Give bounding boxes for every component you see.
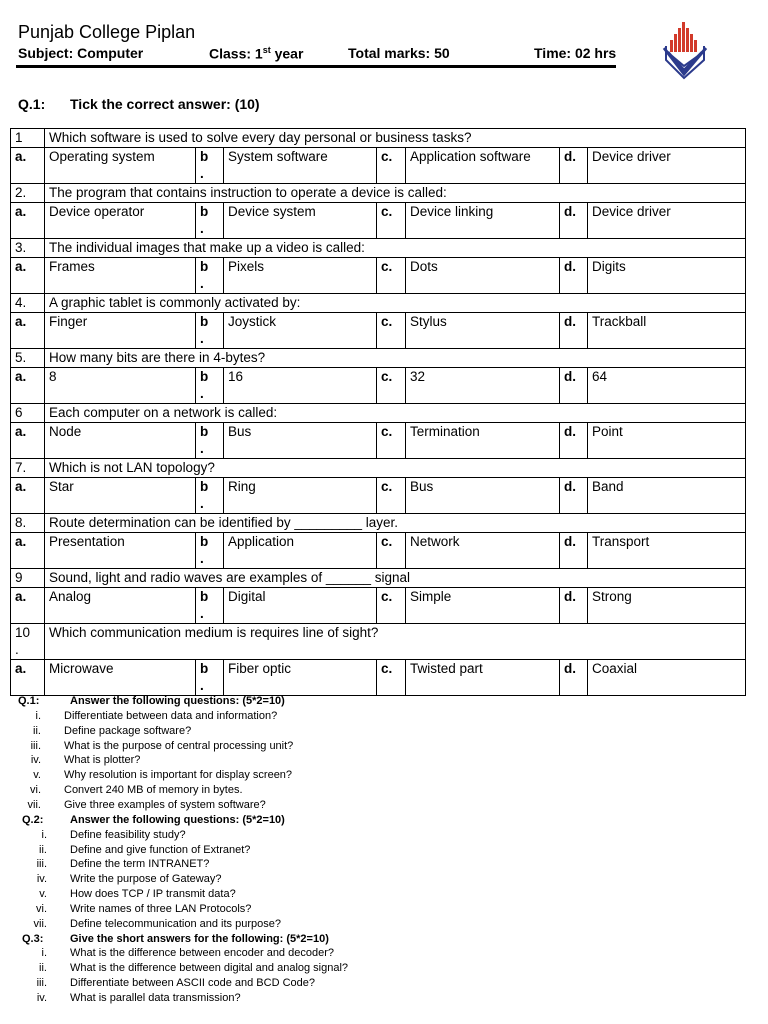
header-divider [16,65,616,68]
option-c-text[interactable]: Application software [406,148,560,184]
mcq-question-row [11,624,746,660]
option-d-text[interactable]: Strong [588,588,746,624]
item-text: What is the difference between digital and analog signal? [70,962,349,975]
option-c-text[interactable]: Simple [406,588,560,624]
total-marks-label: Total marks: 50 [348,45,450,61]
option-c-label: c. [377,423,406,459]
section-title: Answer the following questions: (5*2=10) [70,695,285,707]
option-d-label: d. [560,368,588,404]
item-text: What is the difference between encoder and decoder? [70,947,334,960]
option-d-label: d. [560,203,588,239]
question-number: 2. [11,184,45,203]
option-a-label: a. [11,203,45,239]
mcq-question-row [11,404,746,423]
mcq-instruction: Tick the correct answer: (10) [70,96,260,112]
mcq-question-row [11,349,746,368]
item-text: Define telecommunication and its purpose? [70,917,281,930]
option-c-label: c. [377,203,406,239]
mcq-question-row [11,569,746,588]
mcq-question-row [11,459,746,478]
question-text: Which communication medium is requires line of sight? [45,624,746,660]
option-a-text[interactable]: Analog [45,588,196,624]
option-d-text[interactable]: Digits [588,258,746,294]
option-a-text[interactable]: Presentation [45,533,196,569]
option-a-label: a. [11,258,45,294]
option-b-text[interactable]: Ring [224,478,377,514]
mcq-options-row [11,313,746,349]
question-text: Each computer on a network is called: [45,404,746,423]
question-text: Which software is used to solve every day personal or business tasks? [45,129,746,148]
item-numeral: vi. [36,902,47,915]
time-label: Time: 02 hrs [534,45,617,61]
option-b-label: b . [196,258,224,294]
section-question-number: Q.1: [18,695,40,707]
question-text: The individual images that make up a video is called: [45,239,746,258]
option-b-text[interactable]: System software [224,148,377,184]
question-text: How many bits are there in 4-bytes? [45,349,746,368]
option-a-label: a. [11,148,45,184]
item-numeral: vi. [30,784,41,797]
option-a-text[interactable]: Frames [45,258,196,294]
option-c-text[interactable]: Stylus [406,313,560,349]
option-b-text[interactable]: Fiber optic [224,660,377,696]
option-d-label: d. [560,533,588,569]
option-b-label: b . [196,148,224,184]
option-a-label: a. [11,478,45,514]
option-a-text[interactable]: Device operator [45,203,196,239]
question-text: The program that contains instruction to operate a device is called: [45,184,746,203]
school-name: Punjab College Piplan [18,22,196,42]
option-a-text[interactable]: Finger [45,313,196,349]
option-a-text[interactable]: Operating system [45,148,196,184]
option-d-label: d. [560,423,588,459]
question-number: 3. [11,239,45,258]
item-text: Write names of three LAN Protocols? [70,902,252,915]
option-c-label: c. [377,533,406,569]
class-label: Class: 1st year [209,45,304,62]
item-numeral: iii. [30,739,41,752]
question-text: A graphic tablet is commonly activated by: [45,294,746,313]
option-b-label: b . [196,660,224,696]
option-b-text[interactable]: Digital [224,588,377,624]
mcq-table [10,128,746,696]
option-b-label: b . [196,203,224,239]
option-c-label: c. [377,148,406,184]
option-a-label: a. [11,423,45,459]
item-text: Define the term INTRANET? [70,858,210,871]
question-number: 6 [11,404,45,423]
item-text: How does TCP / IP transmit data? [70,888,236,901]
option-d-label: d. [560,148,588,184]
item-numeral: ii. [33,724,41,737]
item-numeral: v. [33,769,41,782]
option-c-label: c. [377,368,406,404]
question-text: Which is not LAN topology? [45,459,746,478]
section-title: Give the short answers for the following: (5*2=10) [70,932,329,945]
item-text: Give three examples of system software? [64,798,266,811]
option-d-label: d. [560,588,588,624]
item-numeral: vii. [33,917,47,930]
option-b-text[interactable]: Device system [224,203,377,239]
option-a-label: a. [11,588,45,624]
option-d-label: d. [560,258,588,294]
item-numeral: i. [35,709,41,722]
item-text: Define feasibility study? [70,828,186,841]
item-numeral: i. [41,947,47,960]
option-a-label: a. [11,368,45,404]
college-logo-icon [660,20,710,80]
section-question-number: Q.2: [22,813,44,826]
item-text: Differentiate between ASCII code and BCD Code? [70,977,316,990]
mcq-options-row [11,478,746,514]
option-b-text[interactable]: Bus [224,423,377,459]
option-d-text[interactable]: Trackball [588,313,746,349]
question-number: 1 [11,129,45,148]
option-c-label: c. [377,258,406,294]
item-text: Define package software? [64,724,192,737]
section-question-number: Q.3: [22,932,44,945]
option-d-text[interactable]: Point [588,423,746,459]
option-c-text[interactable]: Dots [406,258,560,294]
option-a-text[interactable]: Node [45,423,196,459]
mcq-question-number: Q.1: [18,96,46,112]
item-text: Define and give function of Extranet? [70,843,251,856]
option-a-text[interactable]: Star [45,478,196,514]
option-b-label: b . [196,368,224,404]
option-b-label: b . [196,533,224,569]
item-text: Why resolution is important for display screen? [64,769,293,782]
item-text: Differentiate between data and information? [64,709,278,722]
item-text: Write the purpose of Gateway? [70,873,222,886]
option-d-label: d. [560,660,588,696]
mcq-options-row [11,588,746,624]
question-text: Sound, light and radio waves are examples of ______ signal [45,569,746,588]
mcq-question-row [11,294,746,313]
item-text: What is the purpose of central processing unit? [64,739,294,752]
question-number: 5. [11,349,45,368]
option-c-label: c. [377,478,406,514]
item-numeral: iv. [30,754,41,767]
option-b-label: b . [196,313,224,349]
option-c-label: c. [377,313,406,349]
option-b-label: b . [196,478,224,514]
mcq-options-row [11,660,746,696]
mcq-options-row [11,533,746,569]
mcq-options-row [11,148,746,184]
section-title: Answer the following questions: (5*2=10) [70,813,285,826]
option-a-label: a. [11,660,45,696]
option-a-text[interactable]: 8 [45,368,196,404]
option-a-text[interactable]: Microwave [45,660,196,696]
mcq-options-row [11,368,746,404]
option-c-text[interactable]: Termination [406,423,560,459]
question-number: 10 . [11,624,45,660]
option-c-label: c. [377,660,406,696]
option-d-label: d. [560,478,588,514]
item-text: What is parallel data transmission? [70,992,241,1004]
option-d-text[interactable]: 64 [588,368,746,404]
item-numeral: iv. [36,992,47,1004]
item-text: Convert 240 MB of memory in bytes. [64,784,243,797]
option-c-text[interactable]: 32 [406,368,560,404]
option-b-text[interactable]: Pixels [224,258,377,294]
option-b-text[interactable]: 16 [224,368,377,404]
mcq-question-row [11,239,746,258]
option-c-text[interactable]: Device linking [406,203,560,239]
question-number: 4. [11,294,45,313]
question-number: 7. [11,459,45,478]
option-a-label: a. [11,533,45,569]
item-numeral: iii. [36,977,47,990]
mcq-question-row [11,514,746,533]
option-b-text[interactable]: Application [224,533,377,569]
option-d-label: d. [560,313,588,349]
option-d-text[interactable]: Band [588,478,746,514]
option-c-text[interactable]: Network [406,533,560,569]
option-b-label: b . [196,423,224,459]
option-b-text[interactable]: Joystick [224,313,377,349]
item-numeral: v. [39,888,47,901]
option-a-label: a. [11,313,45,349]
mcq-question-row [11,184,746,203]
option-b-label: b . [196,588,224,624]
item-numeral: ii. [39,843,47,856]
mcq-question-row [11,129,746,148]
option-d-text[interactable]: Transport [588,533,746,569]
option-d-text[interactable]: Coaxial [588,660,746,696]
option-d-text[interactable]: Device driver [588,203,746,239]
item-text: What is plotter? [64,754,141,767]
option-c-label: c. [377,588,406,624]
item-numeral: iv. [36,873,47,886]
item-numeral: ii. [39,962,47,975]
item-numeral: i. [41,828,47,841]
mcq-options-row [11,203,746,239]
option-d-text[interactable]: Device driver [588,148,746,184]
option-c-text[interactable]: Twisted part [406,660,560,696]
question-number: 9 [11,569,45,588]
option-c-text[interactable]: Bus [406,478,560,514]
item-numeral: vii. [27,798,41,811]
mcq-options-row [11,258,746,294]
question-number: 8. [11,514,45,533]
question-text: Route determination can be identified by _________ layer. [45,514,746,533]
item-numeral: iii. [36,858,47,871]
subject-label: Subject: Computer [18,45,144,61]
mcq-options-row [11,423,746,459]
